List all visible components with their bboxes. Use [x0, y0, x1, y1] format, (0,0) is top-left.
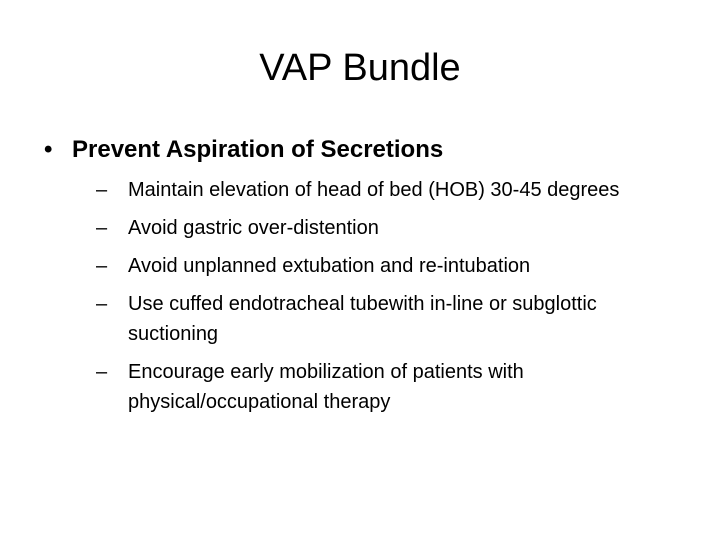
sub-point [96, 289, 684, 349]
main-point-text: Prevent Aspiration of Secretions [72, 136, 444, 163]
sub-point-text: Maintain elevation of head of bed (HOB) 30-45 degrees [128, 179, 620, 201]
dash-marker: – [96, 217, 108, 239]
sub-point [96, 175, 684, 205]
sub-point-text: Avoid unplanned extubation and re-intubation [128, 255, 531, 277]
dash-marker: – [96, 293, 108, 315]
sub-point-text: Use cuffed endotracheal tubewith in-line or subglottic suctioning [128, 293, 597, 345]
sub-point [96, 357, 684, 417]
bullet-marker: • [44, 136, 53, 163]
dash-marker: – [96, 255, 108, 277]
main-bullet-point [44, 131, 684, 169]
sub-point-list [44, 175, 684, 417]
sub-point-text: Encourage early mobilization of patients with physical/occupational therapy [128, 361, 524, 413]
sub-point-text: Avoid gastric over-distention [128, 217, 379, 239]
dash-marker: – [96, 361, 108, 383]
sub-point [96, 251, 684, 281]
sub-point [96, 213, 684, 243]
slide-title: VAP Bundle [259, 47, 461, 89]
dash-marker: – [96, 179, 108, 201]
slide-body [44, 131, 684, 425]
